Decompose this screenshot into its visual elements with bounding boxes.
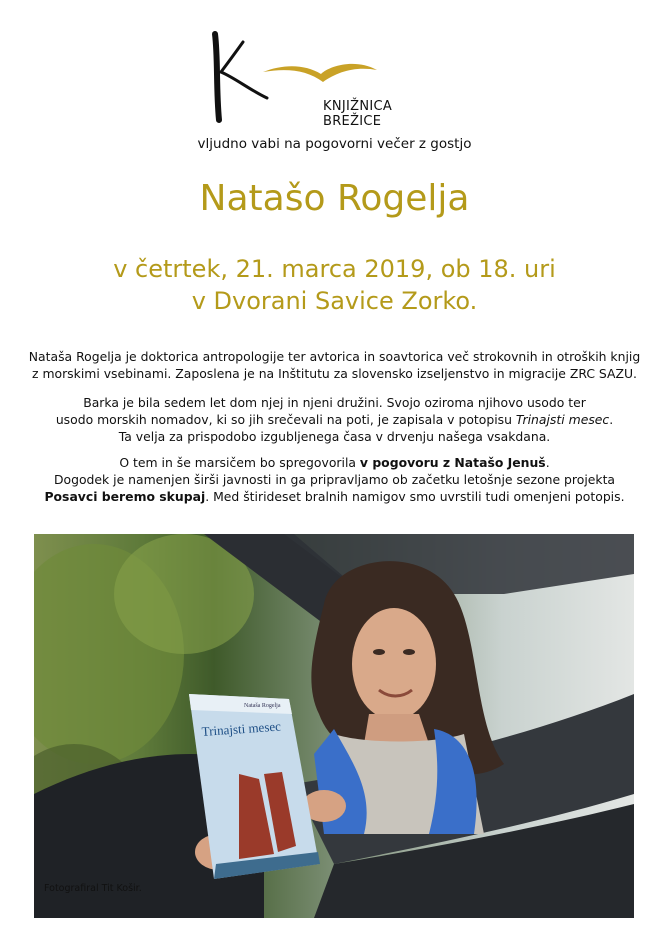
book-line-2-end: .	[609, 412, 614, 427]
book-line-2-text: usodo morskih nomadov, ki so jih srečevali na poti, je zapisala v potopisu	[55, 412, 516, 427]
event-line-1	[18, 454, 651, 471]
book-author-label: Nataša Rogelja	[244, 703, 281, 709]
photo-credit: Fotografiral Tit Košir.	[44, 883, 142, 894]
event-line-3-text: . Med štirideset bralnih namigov smo uvrstili tudi omenjeni potopis.	[205, 489, 625, 504]
bio-line-1: Nataša Rogelja je doktorica antropologije ter avtorica in soavtorica več strokovnih in otroških knjig	[28, 349, 641, 364]
library-logo	[205, 28, 393, 129]
event-details	[0, 253, 669, 317]
guest-name: Natašo Rogelja	[199, 178, 470, 219]
book-line-3: Ta velja za prispodobo izgubljenega časa v drvenju našega vsakdana.	[118, 429, 551, 444]
bio-paragraph	[18, 348, 651, 382]
event-line-3	[18, 488, 651, 505]
author-with-book-image	[34, 534, 634, 918]
event-date: v četrtek, 21. marca 2019, ob 18. uri	[113, 255, 556, 283]
book-paragraph	[18, 394, 651, 445]
conversation-bold: v pogovoru z Natašo Jenuš	[359, 455, 546, 470]
author-photo	[34, 534, 634, 918]
book-line-2	[18, 411, 651, 428]
event-line-1-end: .	[545, 455, 550, 470]
book-line-1: Barka je bila sedem let dom njej in njeni družini. Svojo oziroma njihovo usodo ter	[83, 395, 586, 410]
event-place: v Dvorani Savice Zorko.	[191, 287, 478, 315]
bio-line-2: z morskimi vsebinami. Zaposlena je na Inštitutu za slovensko izseljenstvo in migracije ZRC SAZU.	[32, 366, 637, 381]
event-line-1-text: O tem in še marsičem bo spregovorila	[119, 455, 360, 470]
library-name: KNJIŽNICA BREŽICE	[323, 99, 393, 129]
book-cover-title: Trinajsti mesec	[201, 718, 282, 739]
project-name-bold: Posavci beremo skupaj	[44, 489, 206, 504]
event-paragraph	[18, 454, 651, 505]
invitation-line: vljudno vabi na pogovorni večer z gostjo	[197, 136, 472, 152]
event-line-2: Dogodek je namenjen širši javnosti in ga pripravljamo ob začetku letošnje sezone projekta	[53, 472, 616, 487]
book-title-italic: Trinajsti mesec	[515, 412, 610, 427]
